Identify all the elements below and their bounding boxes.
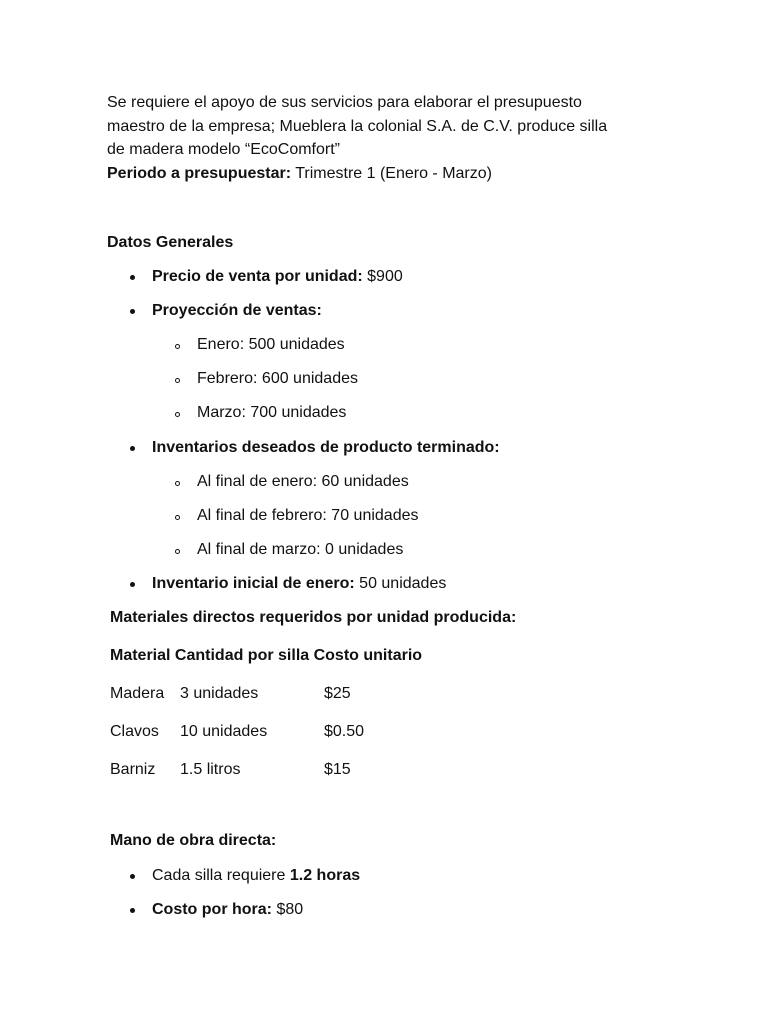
- proyeccion-label: Proyección de ventas:: [152, 302, 322, 319]
- proyeccion-item-marzo: Marzo: 700 unidades: [197, 404, 347, 421]
- period-label: Periodo a presupuestar:: [107, 165, 292, 182]
- costo-cell: $15: [324, 761, 351, 778]
- bullet-icon: [130, 446, 135, 451]
- intro-line-1: Se requiere el apoyo de sus servicios para elaborar el presupuesto: [107, 94, 582, 111]
- horas-prefix: Cada silla requiere: [152, 867, 290, 884]
- inventario-inicial-value: 50 unidades: [354, 575, 447, 592]
- horas-item: [152, 866, 360, 886]
- precio-value: $900: [362, 268, 403, 285]
- horas-value: 1.2 horas: [289, 867, 361, 884]
- circle-bullet-icon: [175, 378, 180, 383]
- bullet-icon: [130, 309, 135, 314]
- costo-hora-value: $80: [272, 901, 304, 918]
- bullet-icon: [130, 874, 135, 879]
- costo-hora-label: Costo por hora:: [152, 901, 272, 918]
- bullet-icon: [130, 582, 135, 587]
- inventario-item-febrero: Al final de febrero: 70 unidades: [197, 507, 419, 524]
- cantidad-cell: 3 unidades: [180, 685, 259, 702]
- inventario-inicial-item: [152, 574, 446, 594]
- costo-cell: $0.50: [324, 723, 365, 740]
- proyeccion-item-febrero: Febrero: 600 unidades: [197, 370, 358, 387]
- costo-cell: $25: [324, 685, 351, 702]
- mano-obra-heading: Mano de obra directa:: [110, 832, 277, 849]
- cantidad-cell: 10 unidades: [180, 723, 268, 740]
- period-line: [107, 164, 492, 184]
- cantidad-cell: 1.5 litros: [180, 761, 241, 778]
- costo-hora-item: [152, 900, 303, 920]
- circle-bullet-icon: [175, 549, 180, 554]
- material-cell: Barniz: [110, 761, 156, 778]
- material-cell: Madera: [110, 685, 165, 702]
- circle-bullet-icon: [175, 515, 180, 520]
- circle-bullet-icon: [175, 412, 180, 417]
- precio-label: Precio de venta por unidad:: [152, 268, 363, 285]
- period-value: Trimestre 1 (Enero - Marzo): [291, 165, 492, 182]
- proyeccion-item-enero: Enero: 500 unidades: [197, 336, 345, 353]
- materiales-table-header: Material Cantidad por silla Costo unitario: [110, 647, 423, 664]
- circle-bullet-icon: [175, 481, 180, 486]
- inventario-item-enero: Al final de enero: 60 unidades: [197, 473, 409, 490]
- inventario-inicial-label: Inventario inicial de enero:: [152, 575, 355, 592]
- intro-line-3: de madera modelo “EcoComfort”: [107, 141, 340, 158]
- bullet-icon: [130, 275, 135, 280]
- material-cell: Clavos: [110, 723, 159, 740]
- precio-item: [152, 267, 403, 287]
- inventarios-label: Inventarios deseados de producto terminado:: [152, 439, 500, 456]
- bullet-icon: [130, 908, 135, 913]
- circle-bullet-icon: [175, 344, 180, 349]
- intro-line-2: maestro de la empresa; Mueblera la colonial S.A. de C.V. produce silla: [107, 118, 608, 135]
- inventario-item-marzo: Al final de marzo: 0 unidades: [197, 541, 404, 558]
- datos-generales-heading: Datos Generales: [107, 234, 234, 251]
- materiales-heading: Materiales directos requeridos por unidad producida:: [110, 609, 517, 626]
